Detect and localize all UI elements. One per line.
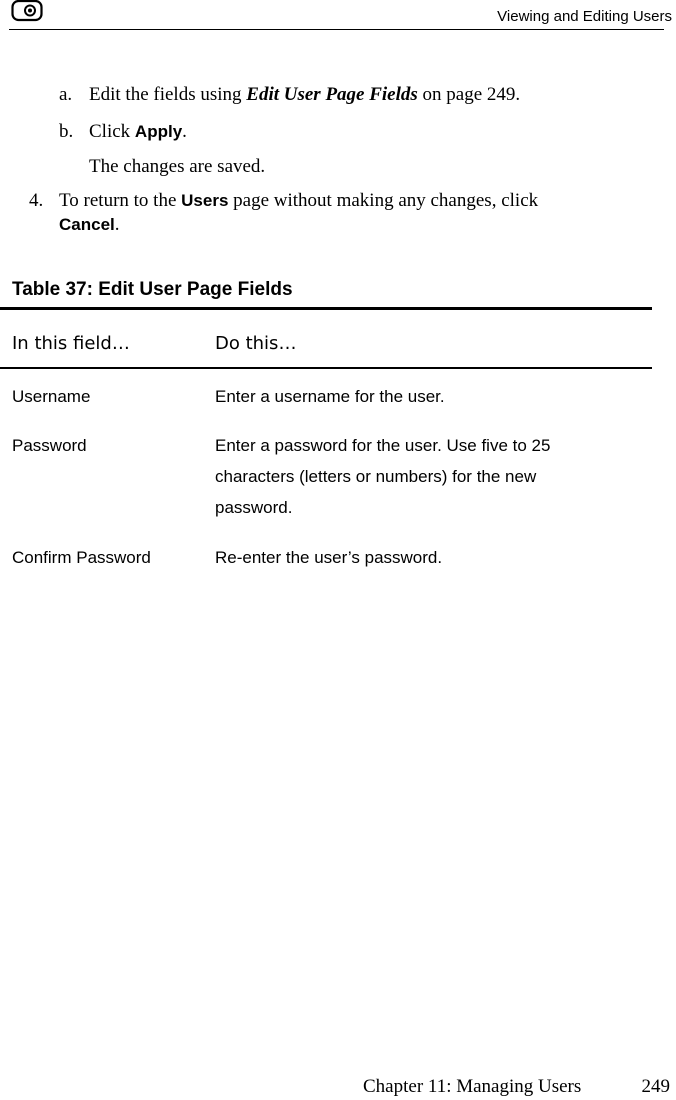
- table-row-password-field: Password: [12, 436, 87, 455]
- footer-page-number: 249: [641, 1076, 670, 1097]
- users-page-ref: Users: [181, 191, 229, 210]
- edit-user-page-fields-link[interactable]: Edit User Page Fields: [246, 84, 418, 105]
- step-4-text: To return to the Users page without making any changes, click: [59, 190, 539, 211]
- section-title: Viewing and Editing Users: [497, 8, 672, 25]
- apply-button-ref: Apply: [134, 122, 183, 141]
- step-4-text-cont: Cancel.: [59, 214, 120, 235]
- step-b-marker: b.: [59, 121, 74, 142]
- table-row-password-action: Enter a password for the user. Use five to 25 characters (letters or numbers) for the new password.: [215, 436, 551, 517]
- step-4-marker: 4.: [29, 190, 44, 211]
- camera-logo-icon: [11, 0, 43, 22]
- footer-chapter: Chapter 11: Managing Users: [363, 1076, 582, 1097]
- step-a-marker: a.: [59, 84, 73, 105]
- step-a-text: Edit the fields using Edit User Page Fields on page 249.: [89, 84, 521, 105]
- header-divider: [9, 29, 664, 30]
- table-header-rule: [0, 367, 652, 369]
- column-header-field: In this field…: [12, 333, 130, 354]
- cancel-button-ref: Cancel: [59, 215, 115, 234]
- table-row-confirm-action: Re-enter the user’s password.: [215, 548, 443, 567]
- table-top-rule: [0, 307, 652, 310]
- table-row-username-action: Enter a username for the user.: [215, 387, 445, 406]
- step-result-text: The changes are saved.: [89, 156, 266, 177]
- table-row-username-field: Username: [12, 387, 91, 406]
- step-b-text: Click Apply.: [89, 121, 187, 142]
- column-header-action: Do this…: [215, 333, 297, 354]
- table-caption: Table 37: Edit User Page Fields: [12, 279, 293, 300]
- table-row-confirm-field: Confirm Password: [12, 548, 151, 567]
